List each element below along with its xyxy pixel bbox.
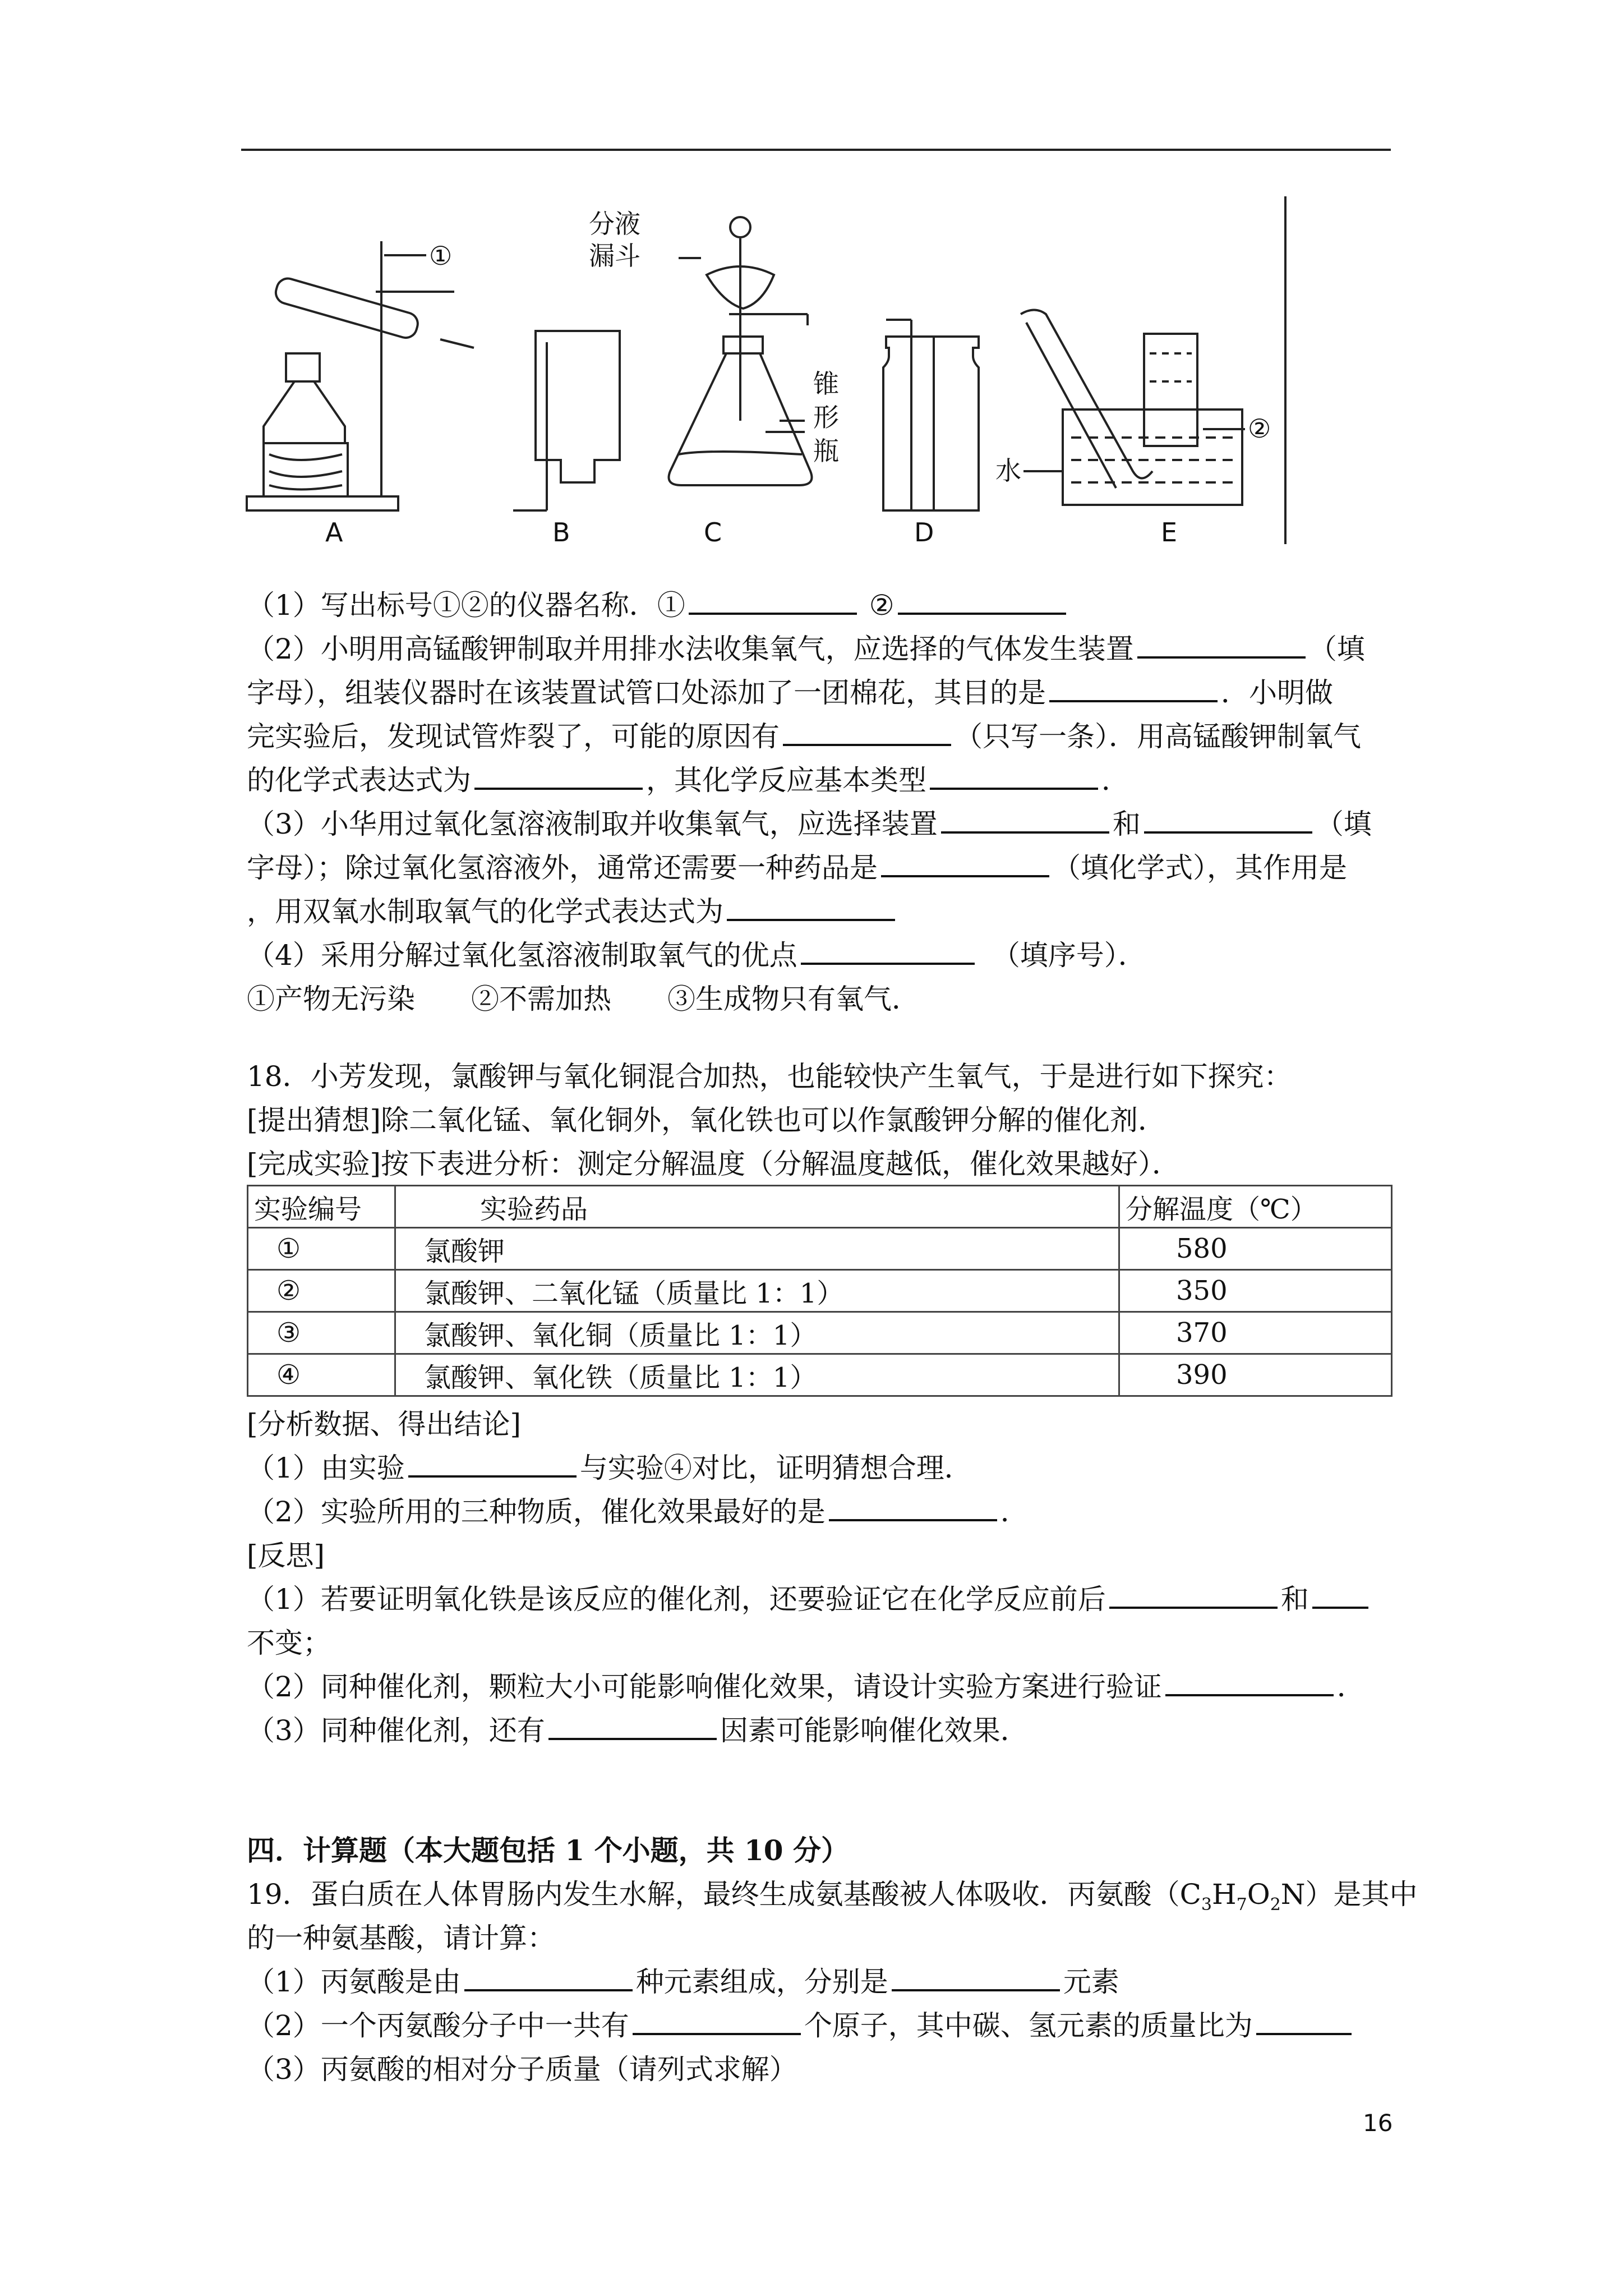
table-header-row <box>248 1186 1392 1228</box>
blank[interactable] <box>474 762 643 790</box>
table-row <box>248 1312 1392 1354</box>
label-water: 水 <box>995 455 1021 486</box>
label-A: A <box>325 517 343 547</box>
q17-part3-line2: 字母）；除过氧化氢溶液外，通常还需要一种药品是 （填化学式），其作用是 <box>247 846 1347 890</box>
q18-experiment: [完成实验]按下表进分析：测定分解温度（分解温度越低，催化效果越好）． <box>247 1148 1181 1180</box>
table-cell: 氯酸钾、氧化铜（质量比 1：1） <box>395 1312 1119 1354</box>
q17-part4: （4）采用分解过氧化氢溶液制取氧气的优点 （填序号）． <box>247 933 1146 977</box>
q17-part3-line1: （3）小华用过氧化氢溶液制取并收集氧气，应选择装置 和 （填 <box>247 802 1372 846</box>
label-E: E <box>1161 517 1178 547</box>
label-circle1: ① <box>429 241 453 271</box>
blank[interactable] <box>941 806 1109 834</box>
table-cell: 350 <box>1119 1270 1392 1312</box>
blank[interactable] <box>801 937 975 965</box>
blank[interactable] <box>408 1450 577 1478</box>
table-header: 实验编号 <box>248 1186 395 1228</box>
label-flask-2: 形 <box>813 402 839 432</box>
page-number: 16 <box>1363 2109 1393 2137</box>
blank[interactable] <box>783 718 951 746</box>
header-rule <box>241 149 1391 151</box>
table-header: 分解温度（℃） <box>1119 1186 1392 1228</box>
section-title: 四．计算题（本大题包括 1 个小题，共 10 分） <box>247 1834 849 1867</box>
table-header: 实验药品 <box>395 1186 1119 1228</box>
blank[interactable] <box>633 2007 801 2035</box>
blank[interactable] <box>464 1963 633 1991</box>
table-row <box>248 1354 1392 1396</box>
table-cell: ② <box>248 1270 395 1312</box>
table-cell: 390 <box>1119 1354 1392 1396</box>
q17-part2-line2: 字母），组装仪器时在该装置试管口处添加了一团棉花，其目的是 ．小明做 <box>247 671 1333 715</box>
q19-intro: 19．蛋白质在人体胃肠内发生水解，最终生成氨基酸被人体吸收．丙氨酸$(C_3H_7O_2N)$是其中 <box>247 1878 1418 1915</box>
blank[interactable] <box>1312 1581 1368 1609</box>
q17-part2-line1: （2）小明用高锰酸钾制取并用排水法收集氧气，应选择的气体发生装置 （填 <box>247 627 1365 671</box>
q18-intro: 18．小芳发现，氯酸钾与氧化铜混合加热，也能较快产生氧气，于是进行如下探究： <box>247 1060 1292 1093</box>
label-flask-3: 瓶 <box>813 436 839 466</box>
q18-analysis-1: （1）由实验 与实验④对比，证明猜想合理． <box>247 1446 972 1490</box>
label-B: B <box>552 517 570 547</box>
q17-part2-line3: 完实验后，发现试管炸裂了，可能的原因有 （只写一条）．用高锰酸钾制氧气 <box>247 715 1361 758</box>
table-row <box>248 1228 1392 1270</box>
q18-reflect-1: （1）若要证明氧化铁是该反应的催化剂，还要验证它在化学反应前后 和 <box>247 1577 1372 1621</box>
table-cell: ③ <box>248 1312 395 1354</box>
blank[interactable] <box>1137 631 1306 659</box>
blank[interactable] <box>1165 1668 1334 1696</box>
q19-calc-1: （1）丙氨酸是由 种元素组成，分别是 元素 <box>247 1960 1119 2004</box>
blank[interactable] <box>898 587 1066 615</box>
table-cell: ④ <box>248 1354 395 1396</box>
table-row <box>248 1270 1392 1312</box>
table-cell: 氯酸钾、氧化铁（质量比 1：1） <box>395 1354 1119 1396</box>
table-cell: 氯酸钾、二氧化锰（质量比 1：1） <box>395 1270 1119 1312</box>
q18-reflect-1-cont: 不变； <box>247 1627 331 1659</box>
blank[interactable] <box>930 762 1098 790</box>
table-cell: 氯酸钾 <box>395 1228 1119 1270</box>
label-funnel-line1: 分液 <box>589 209 640 239</box>
q17-options: ①产物无污染 ②不需加热 ③生成物只有氧气． <box>247 983 920 1015</box>
blank[interactable] <box>829 1493 997 1521</box>
table-cell: 370 <box>1119 1312 1392 1354</box>
label-C: C <box>704 517 722 547</box>
q19-calc-3: （3）丙氨酸的相对分子质量（请列式求解） <box>247 2053 797 2086</box>
q18-analysis-2: （2）实验所用的三种物质，催化效果最好的是 ． <box>247 1490 1029 1534</box>
q18-analysis-title: [分析数据、得出结论] <box>247 1408 522 1441</box>
q18-reflect-3: （3）同种催化剂，还有 因素可能影响催化效果． <box>247 1709 1029 1752</box>
experiment-table <box>247 1185 1393 1397</box>
blank[interactable] <box>1256 2007 1352 2035</box>
blank[interactable] <box>1109 1581 1278 1609</box>
q17-part1: （1）写出标号①②的仪器名称．① ② <box>247 583 1069 627</box>
blank[interactable] <box>727 893 895 921</box>
blank[interactable] <box>548 1712 717 1740</box>
q18-reflect-title: [反思] <box>247 1539 325 1572</box>
blank[interactable] <box>881 849 1049 877</box>
q17-part3-line3: ，用双氧水制取氧气的化学式表达式为 <box>247 890 898 933</box>
blank[interactable] <box>1144 806 1312 834</box>
label-flask-1: 锥 <box>813 369 839 399</box>
table-cell: 580 <box>1119 1228 1392 1270</box>
blank[interactable] <box>892 1963 1060 1991</box>
label-D: D <box>914 517 934 547</box>
label-funnel-line2: 漏斗 <box>589 241 640 271</box>
q19-calc-2: （2）一个丙氨酸分子中一共有 个原子，其中碳、氢元素的质量比为 <box>247 2004 1355 2047</box>
table-cell: ① <box>248 1228 395 1270</box>
q18-reflect-2: （2）同种催化剂，颗粒大小可能影响催化效果，请设计实验方案进行验证 ． <box>247 1665 1365 1709</box>
q18-hypothesis: [提出猜想]除二氧化锰、氧化铜外，氧化铁也可以作氯酸钾分解的催化剂． <box>247 1104 1166 1137</box>
q17-part2-line4: 的化学式表达式为 ，其化学反应基本类型 ． <box>247 758 1129 802</box>
label-circle2: ② <box>1248 413 1271 444</box>
apparatus-figure <box>241 196 1287 547</box>
q19-intro-2: 的一种氨基酸，请计算： <box>247 1922 555 1954</box>
blank[interactable] <box>689 587 857 615</box>
blank[interactable] <box>1049 674 1218 702</box>
